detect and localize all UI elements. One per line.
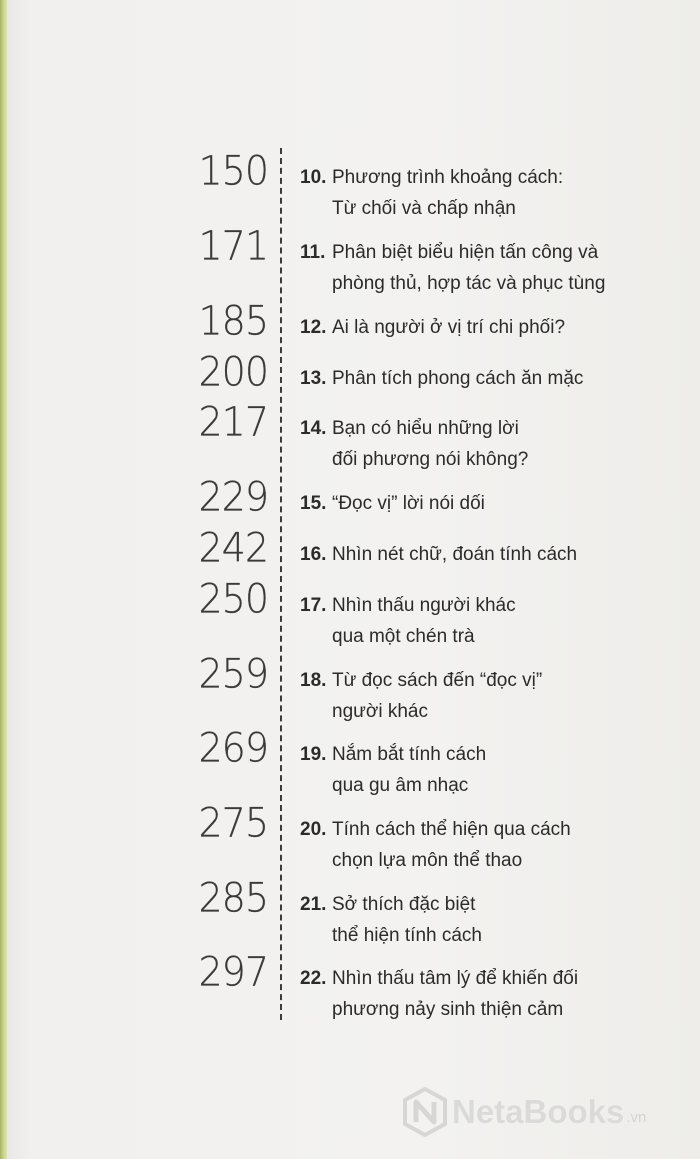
chapter-title xyxy=(300,539,660,570)
page-number: 242 xyxy=(198,524,268,572)
chapter-title xyxy=(300,963,660,1025)
chapter-title-line: thể hiện tính cách xyxy=(332,925,482,946)
chapter-number: 20. xyxy=(300,819,327,840)
chapter-title-line: Nhìn thấu tâm lý để khiến đối xyxy=(332,968,579,989)
chapter-title-line: Từ đọc sách đến “đọc vị” xyxy=(332,670,543,691)
page-number: 297 xyxy=(198,948,268,996)
chapter-number: 21. xyxy=(300,894,327,915)
chapter-title-line: Ai là người ở vị trí chi phối? xyxy=(332,317,566,338)
chapter-title-line: Bạn có hiểu những lời xyxy=(332,418,519,439)
page-number: 185 xyxy=(198,297,268,345)
chapter-title xyxy=(300,488,660,519)
chapter-title-line: Từ chối và chấp nhận xyxy=(332,198,516,219)
chapter-title xyxy=(300,590,660,652)
page-number: 269 xyxy=(198,724,268,772)
netabooks-logo-icon xyxy=(402,1087,448,1137)
chapter-number: 11. xyxy=(300,242,326,263)
chapter-title-line: “Đọc vị” lời nói dối xyxy=(332,493,485,514)
chapter-number: 10. xyxy=(300,167,327,188)
chapter-title-line: qua một chén trà xyxy=(332,626,475,647)
chapter-number: 12. xyxy=(300,317,327,338)
page-number: 250 xyxy=(198,575,268,623)
chapter-title-line: chọn lựa môn thể thao xyxy=(332,850,523,871)
chapter-title xyxy=(300,237,660,299)
chapter-number: 13. xyxy=(300,368,327,389)
page-number: 259 xyxy=(198,650,268,698)
chapter-title-line: Nhìn nét chữ, đoán tính cách xyxy=(332,544,578,565)
page-number: 150 xyxy=(198,147,268,195)
chapter-title xyxy=(300,413,660,475)
page-number: 171 xyxy=(198,222,268,270)
chapter-title-line: phương nảy sinh thiện cảm xyxy=(332,999,564,1020)
chapter-title xyxy=(300,665,660,727)
chapter-title-line: phòng thủ, hợp tác và phục tùng xyxy=(332,273,606,294)
chapter-number: 16. xyxy=(300,544,327,565)
watermark-suffix: .vn xyxy=(626,1108,647,1126)
chapter-number: 14. xyxy=(300,418,327,439)
chapter-title-line: người khác xyxy=(332,701,428,722)
chapter-title-line: Tính cách thể hiện qua cách xyxy=(332,819,571,840)
chapter-title xyxy=(300,162,660,224)
chapter-title xyxy=(300,814,660,876)
chapter-title xyxy=(300,363,660,394)
chapter-title-line: Phân biệt biểu hiện tấn công và xyxy=(332,242,599,263)
chapter-number: 18. xyxy=(300,670,327,691)
page-number: 200 xyxy=(198,348,268,396)
chapter-title-line: Sở thích đặc biệt xyxy=(332,894,476,915)
chapter-title-line: Phân tích phong cách ăn mặc xyxy=(332,368,584,389)
chapter-title xyxy=(300,889,660,951)
chapter-title xyxy=(300,312,660,343)
chapter-title-line: Nắm bắt tính cách xyxy=(332,744,487,765)
chapter-number: 19. xyxy=(300,744,327,765)
page-number: 275 xyxy=(198,799,268,847)
chapter-number: 15. xyxy=(300,493,327,514)
page-number: 217 xyxy=(198,398,268,446)
netabooks-watermark xyxy=(402,1087,692,1137)
chapter-title-line: Phương trình khoảng cách: xyxy=(332,167,564,188)
watermark-brand: NetaBooks xyxy=(452,1093,625,1130)
page-number: 229 xyxy=(198,473,268,521)
chapter-number: 22. xyxy=(300,968,327,989)
chapter-title xyxy=(300,739,660,801)
dashed-divider xyxy=(280,148,282,1020)
chapter-title-line: đối phương nói không? xyxy=(332,449,529,470)
page-number: 285 xyxy=(198,874,268,922)
chapter-title-line: qua gu âm nhạc xyxy=(332,775,469,796)
chapter-number: 17. xyxy=(300,595,327,616)
chapter-title-line: Nhìn thấu người khác xyxy=(332,595,516,616)
